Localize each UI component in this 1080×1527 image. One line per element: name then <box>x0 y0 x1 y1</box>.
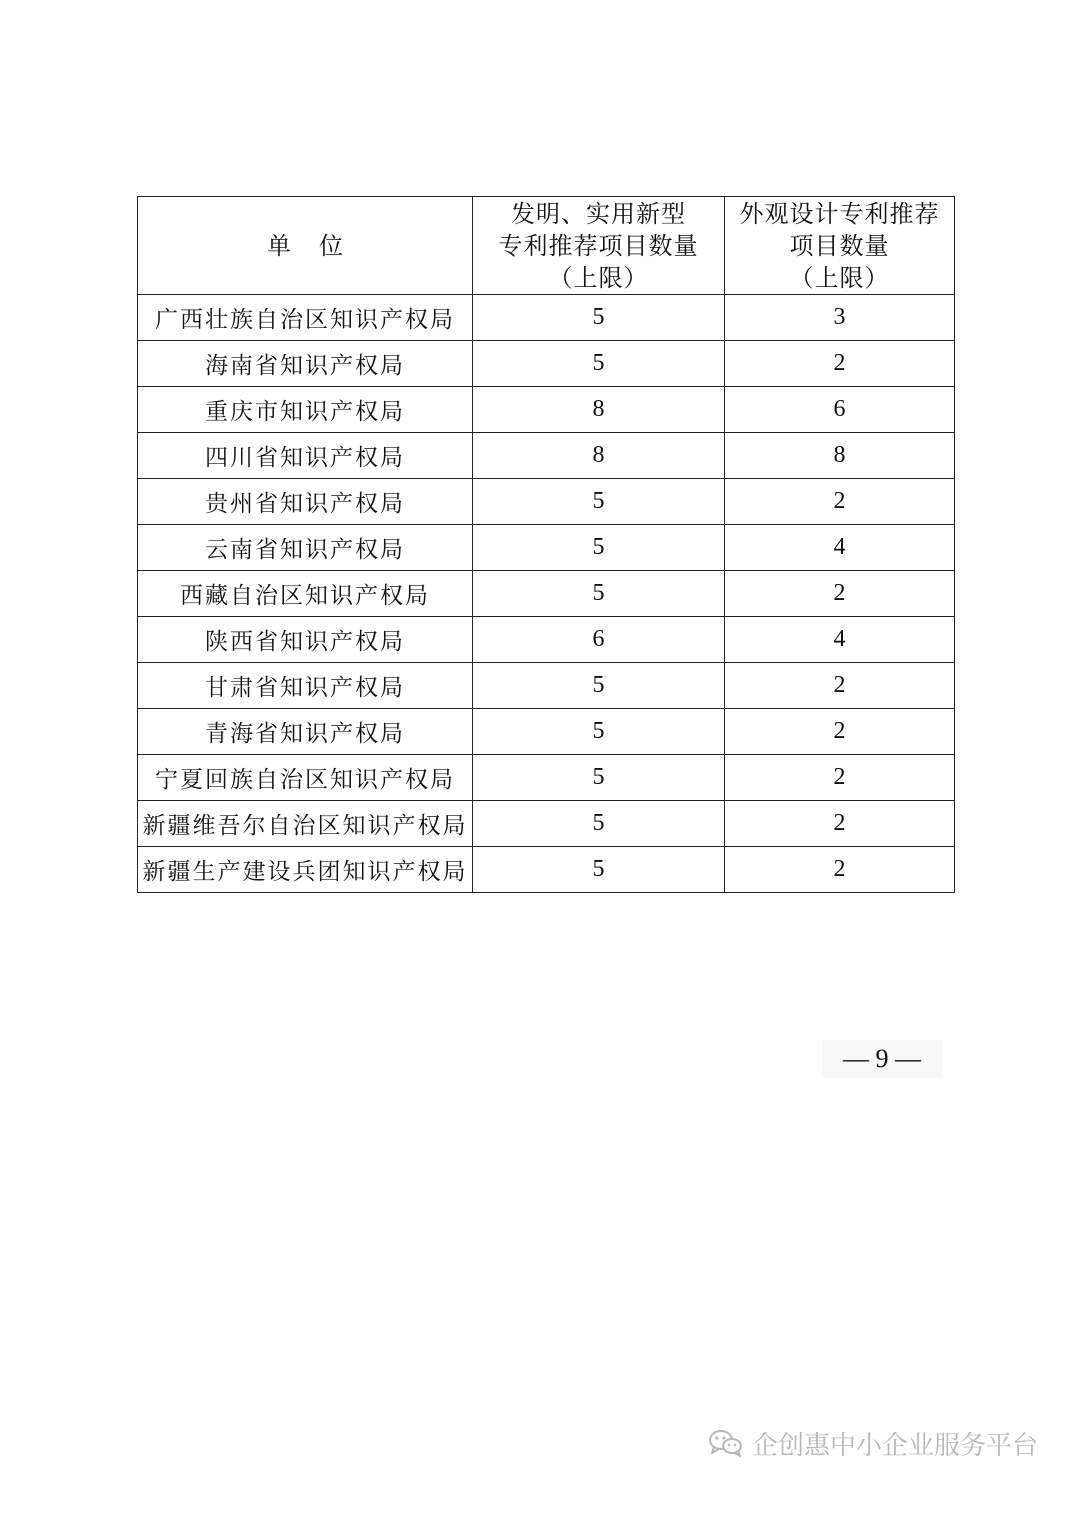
table-row <box>138 617 955 663</box>
design-quota-cell: 2 <box>725 709 955 755</box>
table-row <box>138 479 955 525</box>
header-design-line-1: 外观设计专利推荐 <box>739 199 940 228</box>
design-quota-cell: 6 <box>725 387 955 433</box>
table-row <box>138 801 955 847</box>
unit-cell: 新疆生产建设兵团知识产权局 <box>138 847 473 893</box>
page-number: — 9 — <box>822 1040 942 1078</box>
table-row <box>138 341 955 387</box>
invention-quota-cell: 5 <box>473 709 725 755</box>
design-quota-cell: 4 <box>725 525 955 571</box>
unit-cell: 新疆维吾尔自治区知识产权局 <box>138 801 473 847</box>
header-invention-line-2: 专利推荐项目数量 <box>498 231 699 260</box>
table-row <box>138 525 955 571</box>
invention-quota-cell: 8 <box>473 433 725 479</box>
watermark <box>708 1418 1038 1468</box>
unit-cell: 陕西省知识产权局 <box>138 617 473 663</box>
table-row <box>138 571 955 617</box>
invention-quota-cell: 8 <box>473 387 725 433</box>
unit-cell: 云南省知识产权局 <box>138 525 473 571</box>
invention-quota-cell: 5 <box>473 295 725 341</box>
table-row <box>138 663 955 709</box>
unit-cell: 贵州省知识产权局 <box>138 479 473 525</box>
unit-cell: 海南省知识产权局 <box>138 341 473 387</box>
header-design-quota <box>725 197 955 295</box>
design-quota-cell: 2 <box>725 801 955 847</box>
design-quota-cell: 2 <box>725 663 955 709</box>
invention-quota-cell: 5 <box>473 571 725 617</box>
invention-quota-cell: 5 <box>473 847 725 893</box>
header-invention-line-1: 发明、实用新型 <box>511 199 686 228</box>
wechat-icon <box>708 1428 744 1458</box>
design-quota-cell: 2 <box>725 479 955 525</box>
invention-quota-cell: 6 <box>473 617 725 663</box>
invention-quota-cell: 5 <box>473 479 725 525</box>
header-design-line-3: （上限） <box>789 263 890 292</box>
unit-cell: 青海省知识产权局 <box>138 709 473 755</box>
unit-cell: 四川省知识产权局 <box>138 433 473 479</box>
design-quota-cell: 4 <box>725 617 955 663</box>
invention-quota-cell: 5 <box>473 755 725 801</box>
table-row <box>138 847 955 893</box>
design-quota-cell: 2 <box>725 571 955 617</box>
header-design-line-2: 项目数量 <box>789 231 890 260</box>
header-invention-quota <box>473 197 725 295</box>
unit-cell: 宁夏回族自治区知识产权局 <box>138 755 473 801</box>
table-row <box>138 709 955 755</box>
table-row <box>138 295 955 341</box>
design-quota-cell: 3 <box>725 295 955 341</box>
invention-quota-cell: 5 <box>473 801 725 847</box>
design-quota-cell: 8 <box>725 433 955 479</box>
table-row <box>138 755 955 801</box>
invention-quota-cell: 5 <box>473 525 725 571</box>
invention-quota-cell: 5 <box>473 663 725 709</box>
invention-quota-cell: 5 <box>473 341 725 387</box>
header-unit-char-1: 单 <box>267 231 291 260</box>
unit-cell: 甘肃省知识产权局 <box>138 663 473 709</box>
design-quota-cell: 2 <box>725 341 955 387</box>
table-row <box>138 387 955 433</box>
table-row <box>138 433 955 479</box>
unit-cell: 广西壮族自治区知识产权局 <box>138 295 473 341</box>
design-quota-cell: 2 <box>725 755 955 801</box>
watermark-text: 企创惠中小企业服务平台 <box>752 1430 1039 1461</box>
header-unit-char-2: 位 <box>319 231 343 260</box>
table-header-row <box>138 197 955 295</box>
quota-table <box>137 196 955 893</box>
header-unit <box>138 197 473 295</box>
header-invention-line-3: （上限） <box>548 263 649 292</box>
unit-cell: 重庆市知识产权局 <box>138 387 473 433</box>
design-quota-cell: 2 <box>725 847 955 893</box>
unit-cell: 西藏自治区知识产权局 <box>138 571 473 617</box>
